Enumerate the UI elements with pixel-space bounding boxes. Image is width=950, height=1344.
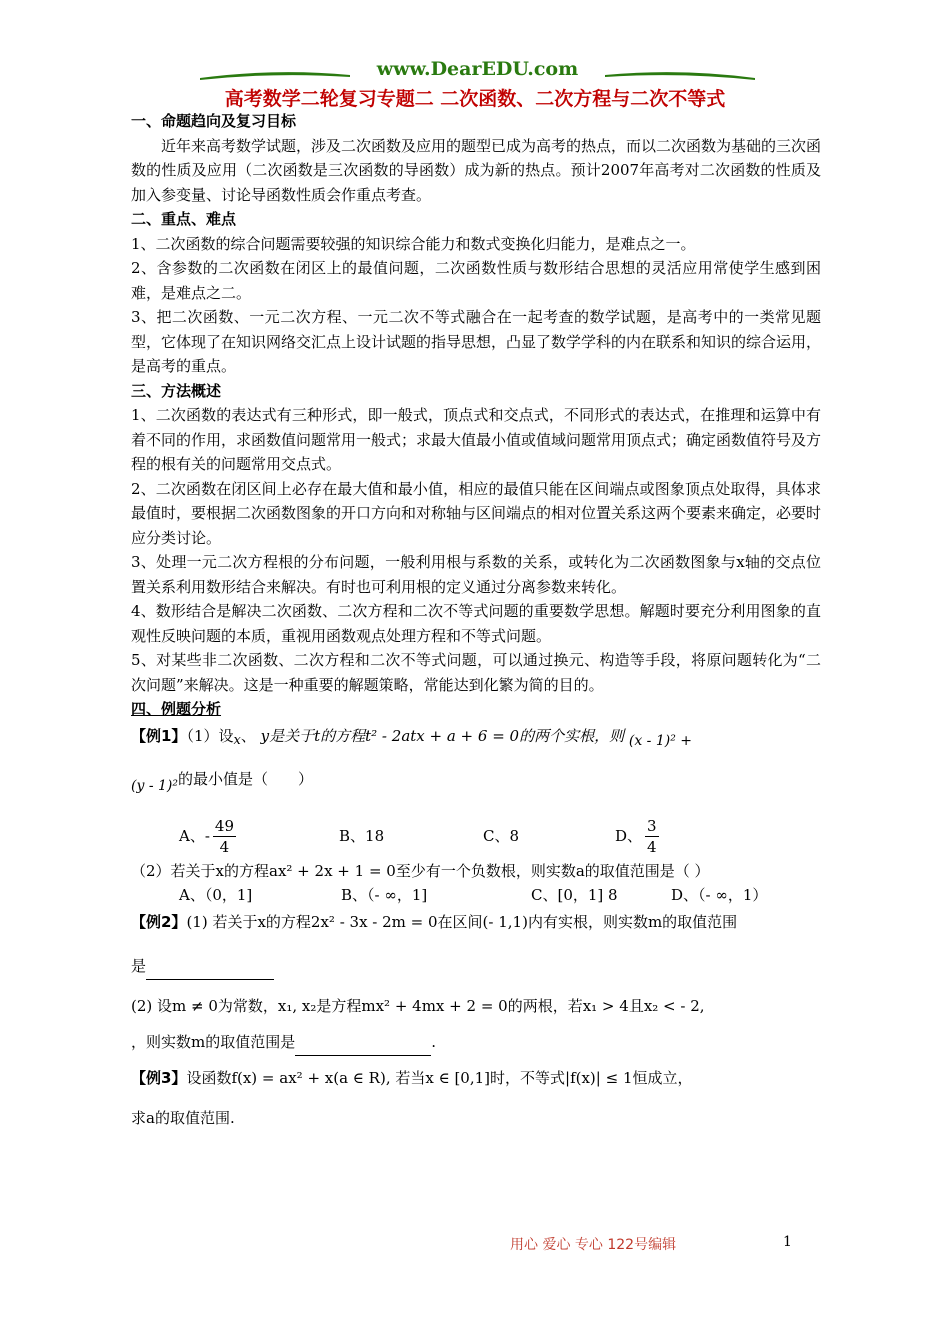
example-2-q2: (2) 设m ≠ 0为常数，x₁, x₂是方程mx² + 4mx + 2 = 0的两根，若x₁ > 4且x₂ < - 2,	[131, 996, 705, 1015]
option-a-fraction	[213, 816, 236, 857]
section-3-item: 5、对某些非二次函数、二次方程和二次不等式问题，可以通过换元、构造等手段，将原问题转化为“二次问题”来解决。这是一种重要的解题策略，常能达到化繁为简的目的。	[131, 651, 821, 694]
site-banner	[200, 58, 755, 86]
example-1-q2: （2）若关于x的方程ax² + 2x + 1 = 0至少有一个负数根，则实数a的取值范围是（ ）	[131, 861, 710, 880]
example-1-line2	[131, 767, 821, 799]
example-1-expr2: (y - 1)²	[131, 778, 178, 794]
option-a-num: 49	[214, 817, 234, 835]
example-2-q2-end: .	[431, 1033, 437, 1051]
example-3-question: 设函数f(x) = ax² + x(a ∈ R), 若当x ∈ [0,1]时，不等式|f(x)| ≤ 1恒成立，	[186, 1068, 693, 1087]
example-2-label: 【例2】	[131, 912, 187, 931]
example-1-var-x: x	[233, 732, 241, 748]
section-2-item: 3、把二次函数、一元二次方程、一元二次不等式融合在一起考查的数学试题，是高考中的一类常见题型，它体现了在知识网络交汇点上设计试题的指导思想，凸显了数学学科的内在联系和知识的综合运用，是高考的重点。	[131, 308, 822, 375]
section-3-heading: 三、方法概述	[131, 381, 222, 400]
example-1-expr1: (x - 1)² +	[628, 732, 693, 749]
document-body	[131, 109, 821, 1131]
q2-option-d[interactable]: D、（- ∞，1）	[671, 886, 768, 904]
right-swoosh-decoration	[605, 70, 755, 80]
example-3-tail: 求a的取值范围.	[131, 1109, 235, 1127]
option-b[interactable]: B、18	[339, 827, 385, 846]
example-2	[131, 910, 821, 935]
answer-blank-1[interactable]	[146, 954, 274, 980]
option-a-label: A、-	[179, 826, 210, 845]
example-1-options	[131, 817, 821, 857]
section-3-item: 2、二次函数在闭区间上必存在最大值和最小值，相应的最值只能在区间端点或图象顶点处取得，具体求最值时，要根据二次函数图象的开口方向和对称轴与区间端点的相对位置关系这两个要素来确定，必要时应分类讨论。	[131, 479, 822, 547]
example-2-q1-tail: 是	[131, 957, 147, 975]
section-1-paragraph: 近年来高考数学试题，涉及二次函数及应用的题型已成为高考的热点，而以二次函数为基础的三次函数的性质及应用（二次函数是三次函数的导函数）成为新的热点。预计2007年高考对二次函数的性质及加入参变量、讨论导函数性质会作重点考查。	[131, 136, 822, 204]
site-name[interactable]: www.DearEDU.com	[376, 58, 579, 80]
example-1-label: 【例1】	[131, 726, 187, 745]
q2-option-a[interactable]: A、（0，1]	[179, 886, 253, 904]
q2-option-c[interactable]: C、[0，1] 8	[531, 886, 618, 904]
example-1-sep: 、	[240, 726, 256, 745]
section-2-heading: 二、重点、难点	[131, 210, 237, 228]
section-2-item: 2、含参数的二次函数在闭区上的最值问题，二次函数性质与数形结合思想的灵活应用常使学生感到困难，是难点之二。	[131, 259, 821, 302]
example-1-q2-options	[131, 883, 821, 908]
option-a-den: 4	[219, 838, 230, 856]
section-3-item: 4、数形结合是解决二次函数、二次方程和二次不等式问题的重要数学思想。解题时要充分利用图象的直观性反映问题的本质，重视用函数观点处理方程和不等式问题。	[131, 602, 821, 645]
q2-option-b[interactable]: B、（- ∞，1]	[341, 886, 428, 904]
example-3	[131, 1066, 821, 1091]
example-1	[131, 724, 821, 754]
option-d-den: 4	[647, 838, 657, 856]
example-2-q1-answer	[131, 954, 821, 980]
option-d[interactable]	[615, 816, 662, 857]
option-a[interactable]	[179, 816, 339, 857]
example-2-q2-tail: ，则实数m的取值范围是	[131, 1033, 296, 1051]
section-1-heading: 一、命题趋向及复习目标	[131, 112, 297, 130]
option-d-fraction	[645, 816, 659, 857]
footer-text: 用心 爱心 专心 122号编辑	[510, 1237, 677, 1253]
section-3-item: 1、二次函数的表达式有三种形式，即一般式，顶点式和交点式，不同形式的表达式，在推理和运算中有着不同的作用，求函数值问题常用一般式；求最大值最小值或值域问题常用顶点式；确定函数值符号及方程的根有关的问题常用交点式。	[131, 406, 822, 473]
page-number: 1	[783, 1234, 792, 1250]
option-d-label: D、	[615, 826, 643, 845]
option-d-num: 3	[647, 817, 657, 835]
section-4-heading: 四、例题分析	[131, 700, 222, 718]
page-title: 高考数学二轮复习专题二 二次函数、二次方程与二次不等式	[224, 88, 726, 110]
example-3-label: 【例3】	[131, 1068, 187, 1087]
example-2-q1: (1) 若关于x的方程2x² - 3x - 2m = 0在区间(- 1,1)内有实根，则实数m的取值范围	[186, 912, 738, 931]
example-1-equation: y是关于t的方程t² - 2atx + a + 6 = 0的两个实根，则	[260, 726, 625, 745]
example-1-q1-prefix: （1）设	[186, 726, 234, 745]
example-2-q2-answer	[131, 1030, 821, 1056]
example-1-question-tail: 的最小值是（ ）	[177, 770, 313, 788]
section-3-item: 3、处理一元二次方程根的分布问题，一般利用根与系数的关系，或转化为二次函数图象与x轴的交点位置关系利用数形结合来解决。有时也可利用根的定义通过分离参数来转化。	[131, 553, 821, 596]
option-c[interactable]: C、8	[483, 827, 520, 846]
answer-blank-2[interactable]	[295, 1030, 431, 1056]
section-2-item: 1、二次函数的综合问题需要较强的知识综合能力和数式变换化归能力，是难点之一。	[131, 234, 696, 253]
